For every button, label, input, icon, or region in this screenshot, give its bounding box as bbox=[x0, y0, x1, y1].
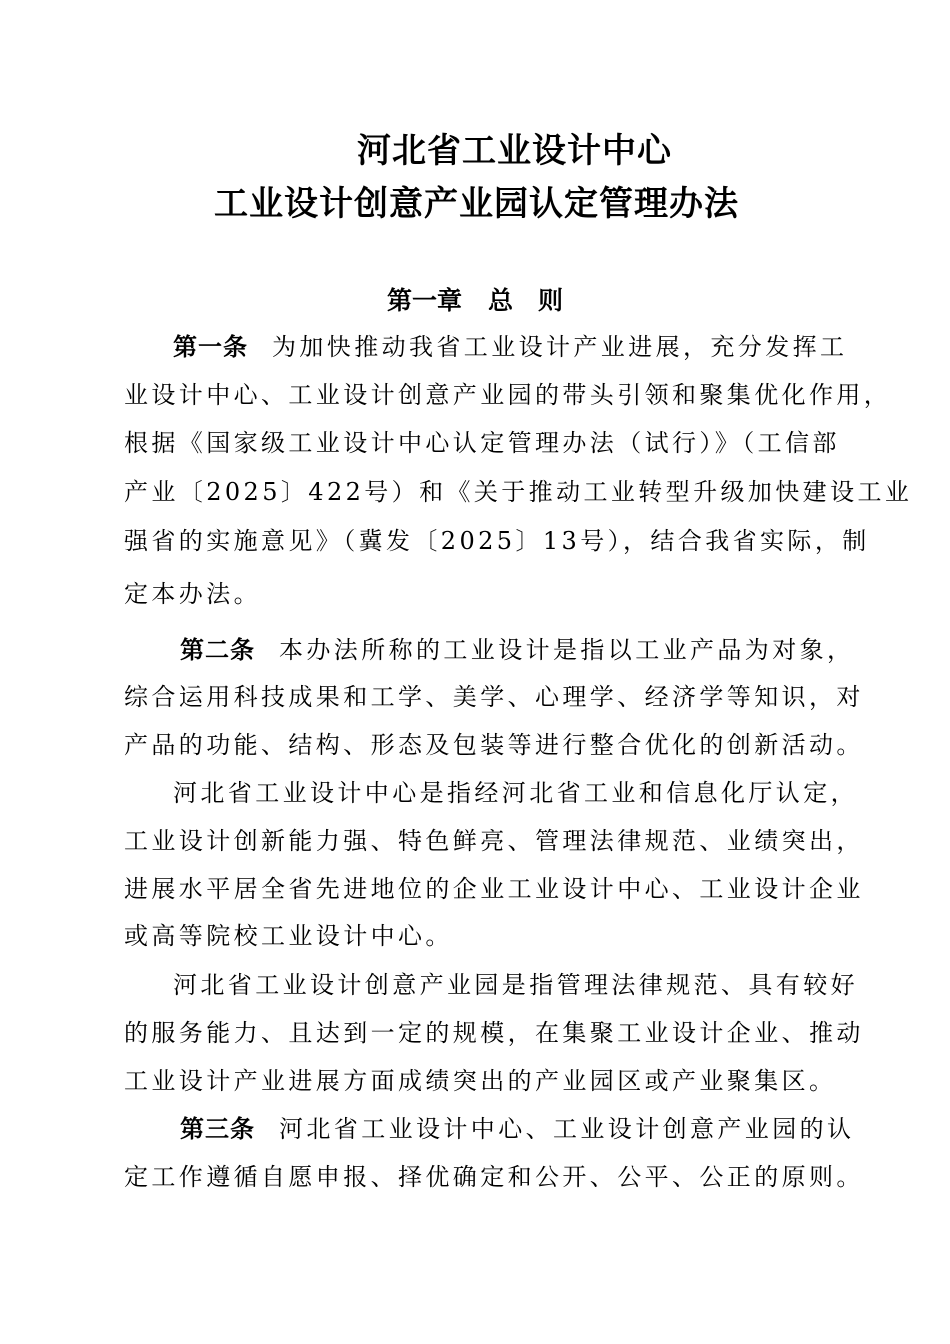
article-2-para-2-line-2: 的服务能力、且达到一定的规模，在集聚工业设计企业、推动 bbox=[124, 1019, 864, 1047]
chapter-label: 第一章 bbox=[387, 286, 463, 315]
document-title-line-2: 工业设计创意产业园认定管理办法 bbox=[214, 184, 739, 224]
article-2-para-1-line-4: 或高等院校工业设计中心。 bbox=[124, 922, 453, 950]
article-1-line-4: 产业〔2025〕422号）和《关于推动工业转型升级加快建设工业 bbox=[124, 478, 913, 506]
article-2-line-1 bbox=[180, 633, 854, 667]
article-1-text-1: 为加快推动我省工业设计产业进展，充分发挥工 bbox=[272, 333, 848, 361]
article-3-line-2: 定工作遵循自愿申报、择优确定和公开、公平、公正的原则。 bbox=[124, 1163, 864, 1191]
document-title-line-1: 河北省工业设计中心 bbox=[357, 131, 672, 171]
article-2-para-2-line-3: 工业设计产业进展方面成绩突出的产业园区或产业聚集区。 bbox=[124, 1067, 837, 1095]
article-2-para-1-line-1: 河北省工业设计中心是指经河北省工业和信息化厅认定， bbox=[173, 779, 858, 807]
article-3-label: 第三条 bbox=[180, 1115, 255, 1143]
article-1-line-5: 强省的实施意见》（冀发〔2025〕13号），结合我省实际，制 bbox=[124, 527, 870, 555]
article-2-para-1-line-2: 工业设计创新能力强、特色鲜亮、管理法律规范、业绩突出， bbox=[124, 827, 864, 855]
article-2-line-2: 综合运用科技成果和工学、美学、心理学、经济学等知识，对 bbox=[124, 683, 864, 711]
chapter-name: 总 则 bbox=[488, 286, 564, 315]
article-1-line-6: 定本办法。 bbox=[124, 580, 261, 608]
article-3-line-1 bbox=[180, 1112, 854, 1146]
article-2-text-1: 本办法所称的工业设计是指以工业产品为对象， bbox=[279, 636, 855, 664]
article-2-line-3: 产品的功能、结构、形态及包装等进行整合优化的创新活动。 bbox=[124, 731, 864, 759]
article-2-para-1-line-3: 进展水平居全省先进地位的企业工业设计中心、工业设计企业 bbox=[124, 875, 864, 903]
article-1-label: 第一条 bbox=[173, 333, 248, 361]
article-2-para-2-line-1: 河北省工业设计创意产业园是指管理法律规范、具有较好 bbox=[173, 971, 858, 999]
article-1-line-3: 根据《国家级工业设计中心认定管理办法（试行）》（工信部 bbox=[124, 429, 840, 457]
article-1-line-1 bbox=[173, 330, 847, 364]
article-2-label: 第二条 bbox=[180, 636, 255, 664]
article-3-text-1: 河北省工业设计中心、工业设计创意产业园的认 bbox=[279, 1115, 855, 1143]
chapter-heading bbox=[387, 285, 563, 317]
article-1-line-2: 业设计中心、工业设计创意产业园的带头引领和聚集优化作用， bbox=[124, 381, 892, 409]
